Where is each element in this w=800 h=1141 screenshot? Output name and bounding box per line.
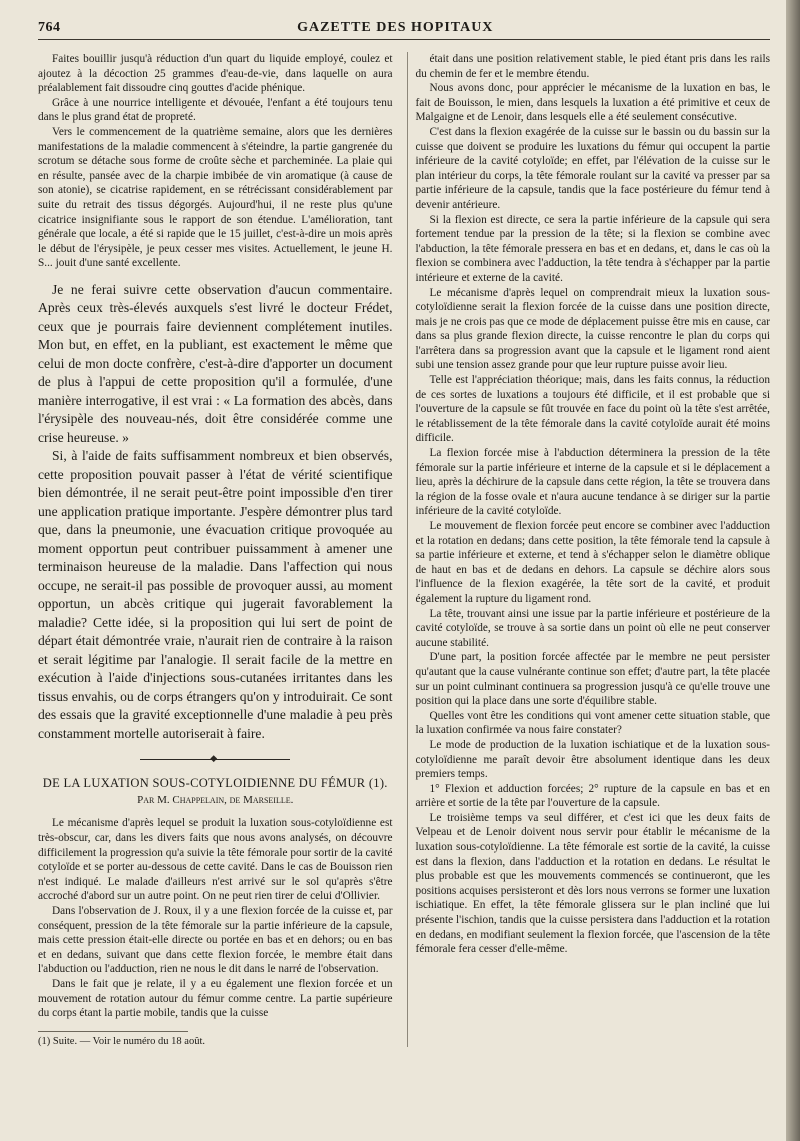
paragraph: Dans l'observation de J. Roux, il y a une flexion forcée de la cuisse et, par conséquent, pression de la tête fémorale sur la partie inférieure de la capsule, mais cette pression était-elle directe ou portée en bas et en dehors; ou en bas et en dedans, suivant que dans cette flexion forcée, le membre était dans l'abduction ou l'adduction, rien ne nous le dit dans le narré de l'observation. bbox=[38, 904, 393, 976]
section-divider bbox=[140, 759, 290, 760]
paragraph: Grâce à une nourrice intelligente et dévouée, l'enfant a été toujours tenu dans le plus grand état de propreté. bbox=[38, 96, 393, 124]
paragraph: Faites bouillir jusqu'à réduction d'un quart du liquide employé, coulez et ajoutez à la décoction 25 grammes d'eau-de-vie, dans laquelle on aura préalablement fait dissoudre cinq gouttes d'acide phénique. bbox=[38, 53, 393, 95]
text-columns bbox=[38, 52, 770, 1047]
paragraph: Nous avons donc, pour apprécier le mécanisme de la luxation en bas, le fait de Bouisson, le mien, dans lesquels la luxation a été primitive et ceux de Malgaigne et de Lenoir, dans lesquels elle a été seulement consécutive. bbox=[415, 82, 770, 124]
paragraph: La tête, trouvant ainsi une issue par la partie inférieure et postérieure de la cavité cotyloïde, se trouve à sa sortie dans un point où elle ne peut conserver aucune stabilité. bbox=[415, 607, 770, 649]
paragraph: Quelles vont être les conditions qui vont amener cette situation stable, que la luxation confirmée va nous faire constater? bbox=[415, 709, 770, 737]
paragraph: était dans une position relativement stable, le pied étant pris dans les rails du chemin de fer et le membre étendu. bbox=[415, 53, 770, 80]
paragraph: Si, à l'aide de faits suffisamment nombreux et bien observés, cette proposition pouvait passer à l'état de vérité scientifique bien démontrée, il ne serait peut-être point impossible d'en tirer une application pratique importante. J'espère démontrer plus tard que, dans la pneumonie, une évacuation critique provoquée au moment opportun peut contribuer puissamment à amener une terminaison heureuse de la maladie. Dans l'affection qui nous occupe, ne serait-il pas possible de provoquer aussi, au moment opportun, un abcès critique qui jugerait favorablement la maladie? Cette idée, si la proposition qui lui sert de point de départ était démontrée vraie, n'aurait rien de contraire à la raison et serait légitime par l'analogie. Il serait facile de la mettre en exécution à l'aide d'injections sous-cutanées irritantes dans les tissus envahis, ou de corps étrangers qu'on y introduirait. Ce sont des essais que la gravité exceptionnelle d'une maladie à peu près constamment mortelle autoriserait à faire. bbox=[38, 448, 393, 741]
paragraph: 1° Flexion et adduction forcées; 2° rupture de la capsule en bas et en arrière et sortie de la tête par l'ouverture de la capsule. bbox=[415, 782, 770, 810]
paragraph: Si la flexion est directe, ce sera la partie inférieure de la capsule qui sera fortement tendue par la pression de la tête; si la flexion se combine avec l'abduction, la tête fémorale pressera en bas et en dedans, et, dans le cas où la flexion se combinera avec l'adduction, la tête tendra à s'échapper par la partie intérieure et externe de la cavité. bbox=[415, 213, 770, 284]
article-title: DE LA LUXATION SOUS-COTYLOIDIENNE DU FÉMUR (1). bbox=[42, 776, 388, 791]
paragraph: La flexion forcée mise à l'abduction déterminera la pression de la tête fémorale sur la partie inférieure et interne de la capsule et si le déplacement a lieu, après la déchirure de la capsule dans cette région, la tête se trouvera dans la région de la fosse ovale et n'aura aucune tendance à se diriger sur la partie inférieure de la cavité cotyloïde. bbox=[415, 447, 770, 518]
article-byline: Par M. Chappelain, de Marseille. bbox=[137, 794, 294, 807]
paragraph: Le mouvement de flexion forcée peut encore se combiner avec l'adduction et la rotation en dedans; dans cette position, la tête fémorale tend la capsule à sa partie inférieure et externe, et tend à s'échapper selon le diamètre oblique de haut en bas et de dedans en dehors. La capsule se déchire alors sous l'influence de la flexion exagérée, la tête sort de la cavité, et produit également la rupture du ligament rond. bbox=[415, 520, 770, 605]
paragraph: Telle est l'appréciation théorique; mais, dans les faits connus, la réduction de ces sortes de luxations a toujours été difficile, et il est probable que si l'ouverture de la capsule se fût trouvée en face du point où la tête s'est arrêtée, le rétablissement de la tête fémorale dans la cavité cotyloïde aurait été moins difficile. bbox=[415, 374, 770, 445]
paragraph: C'est dans la flexion exagérée de la cuisse sur le bassin ou du bassin sur la cuisse que doivent se produire les luxations du fémur qui occupent la partie inférieure de la cavité cotyloïde; en effet, par l'élévation de la cuisse sur le plan intérieur du corps, la tête fémorale roulant sur la cavité va presser par sa partie inférieure de la capsule, tandis que la face postérieure du fémur tend à devenir antérieure. bbox=[415, 125, 770, 211]
paragraph: Le mécanisme d'après lequel on comprendrait mieux la luxation sous-cotyloïdienne serait la flexion forcée de la cuisse dans une position directe, mais je ne crois pas que ce mode de déplacement puisse être mis en cause, car dans sa plus grande flexion directe, la cuisse rencontre le plan du corps qui l'arrêtera dans sa progression avant que la capsule et le ligament rond aient subi une tension assez grande pour que leur rupture puisse avoir lieu. bbox=[415, 286, 770, 372]
right-column bbox=[407, 52, 771, 1047]
paragraph: Le mode de production de la luxation ischiatique et de la luxation sous-cotyloïdienne me paraît devoir être absolument identique dans les deux premiers temps. bbox=[415, 738, 770, 781]
paragraph: Dans le fait que je relate, il y a eu également une flexion forcée et un mouvement de rotation autour du fémur comme centre. La partie supérieure du corps étant la partie mobile, tandis que la cuisse bbox=[38, 977, 393, 1020]
journal-title: GAZETTE DES HOPITAUX bbox=[297, 20, 494, 35]
page-number: 764 bbox=[38, 20, 61, 35]
paragraph: Vers le commencement de la quatrième semaine, alors que les dernières manifestations de la maladie commencent à s'éteindre, la partie gangrenée du scrotum se détache sous forme de croûte sèche et parcheminée. La plaie qui en résulte, pansée avec de la charpie imbibée de vin aromatique (à cause de son atonie), se cicatrise rapidement, en se rétrécissant considérablement par suite du retrait des tissus dégorgés. Aujourd'hui, il ne reste plus qu'une cicatrice insignifiante sous le rapport de son étendue. L'amélioration, tant générale que locale, a été si rapide que le 15 juillet, c'est-à-dire un mois après le début de l'érysipèle, je peux cesser mes visites. Actuellement, le jeune H. S... jouit d'une santé excellente. bbox=[38, 125, 393, 270]
paragraph: D'une part, la position forcée affectée par le membre ne peut persister qu'autant que la cause vulnérante continue son effet; d'autre part, la tête placée sur un point culminant continuera sa progression jusqu'à ce qu'elle trouve une position qui la place dans une sorte d'équilibre stable. bbox=[415, 651, 770, 708]
footnote bbox=[38, 1031, 206, 1047]
paragraph: Le troisième temps va seul différer, et c'est ici que les deux faits de Velpeau et de Lenoir doivent nous servir pour établir le mécanisme de la luxation sous-cotyloïdienne. La tête fémorale est sortie de la cavité, la cuisse est dans la flexion, dans l'adduction et la rotation en dedans. Le résultat le plus probable est que les mouvements commencés se continueront, que les positions acquises persisteront et dès lors nous verrons se former une luxation ischiatique. En effet, la tête fémorale glissera sur le plan incliné que lui présente l'ischion, tandis que la cuisse persistera dans l'adduction et la rotation en dedans, en modifiant seulement la flexion forcée, que l'ascension de la tête fémorale fera cesser d'elle-même. bbox=[415, 811, 770, 956]
paragraph: Je ne ferai suivre cette observation d'aucun commentaire. Après ceux très-élevés auxquels s'est livré le docteur Frédet, ceux que je pourrais faire deviennent complétement inutiles. Mon but, en effet, en la publiant, est exactement le même que celui de mon docte confrère, c'est-à-dire d'apporter un document de plus à l'appui de cette proposition qu'il a formulée, d'une manière interrogative, il est vrai : « La formation des abcès, dans l'érysipèle des nouveau-nés, doit être considérée comme une crise heureuse. » bbox=[38, 281, 393, 445]
spacer bbox=[38, 271, 393, 281]
page-edge bbox=[786, 0, 800, 1141]
footnote-text: (1) Suite. — Voir le numéro du 18 août. bbox=[38, 1035, 206, 1047]
page-header bbox=[38, 20, 770, 40]
left-column bbox=[38, 52, 393, 1047]
paragraph: Le mécanisme d'après lequel se produit la luxation sous-cotyloïdienne est très-obscur, car, dans les divers faits que nous avons analysés, on découvre difficilement la progression qu'a suivie la tête fémorale pour sortir de la cavité cotyloïde et se porter au-dessous de cette cavité. Dans le cas de Bouisson rien n'est indiqué. Le malade d'ailleurs n'est arrivé sur le sol qu'après s'être accroché d'abord sur un autre point. On ne peut rien tirer de celui d'Ollivier. bbox=[38, 817, 393, 903]
